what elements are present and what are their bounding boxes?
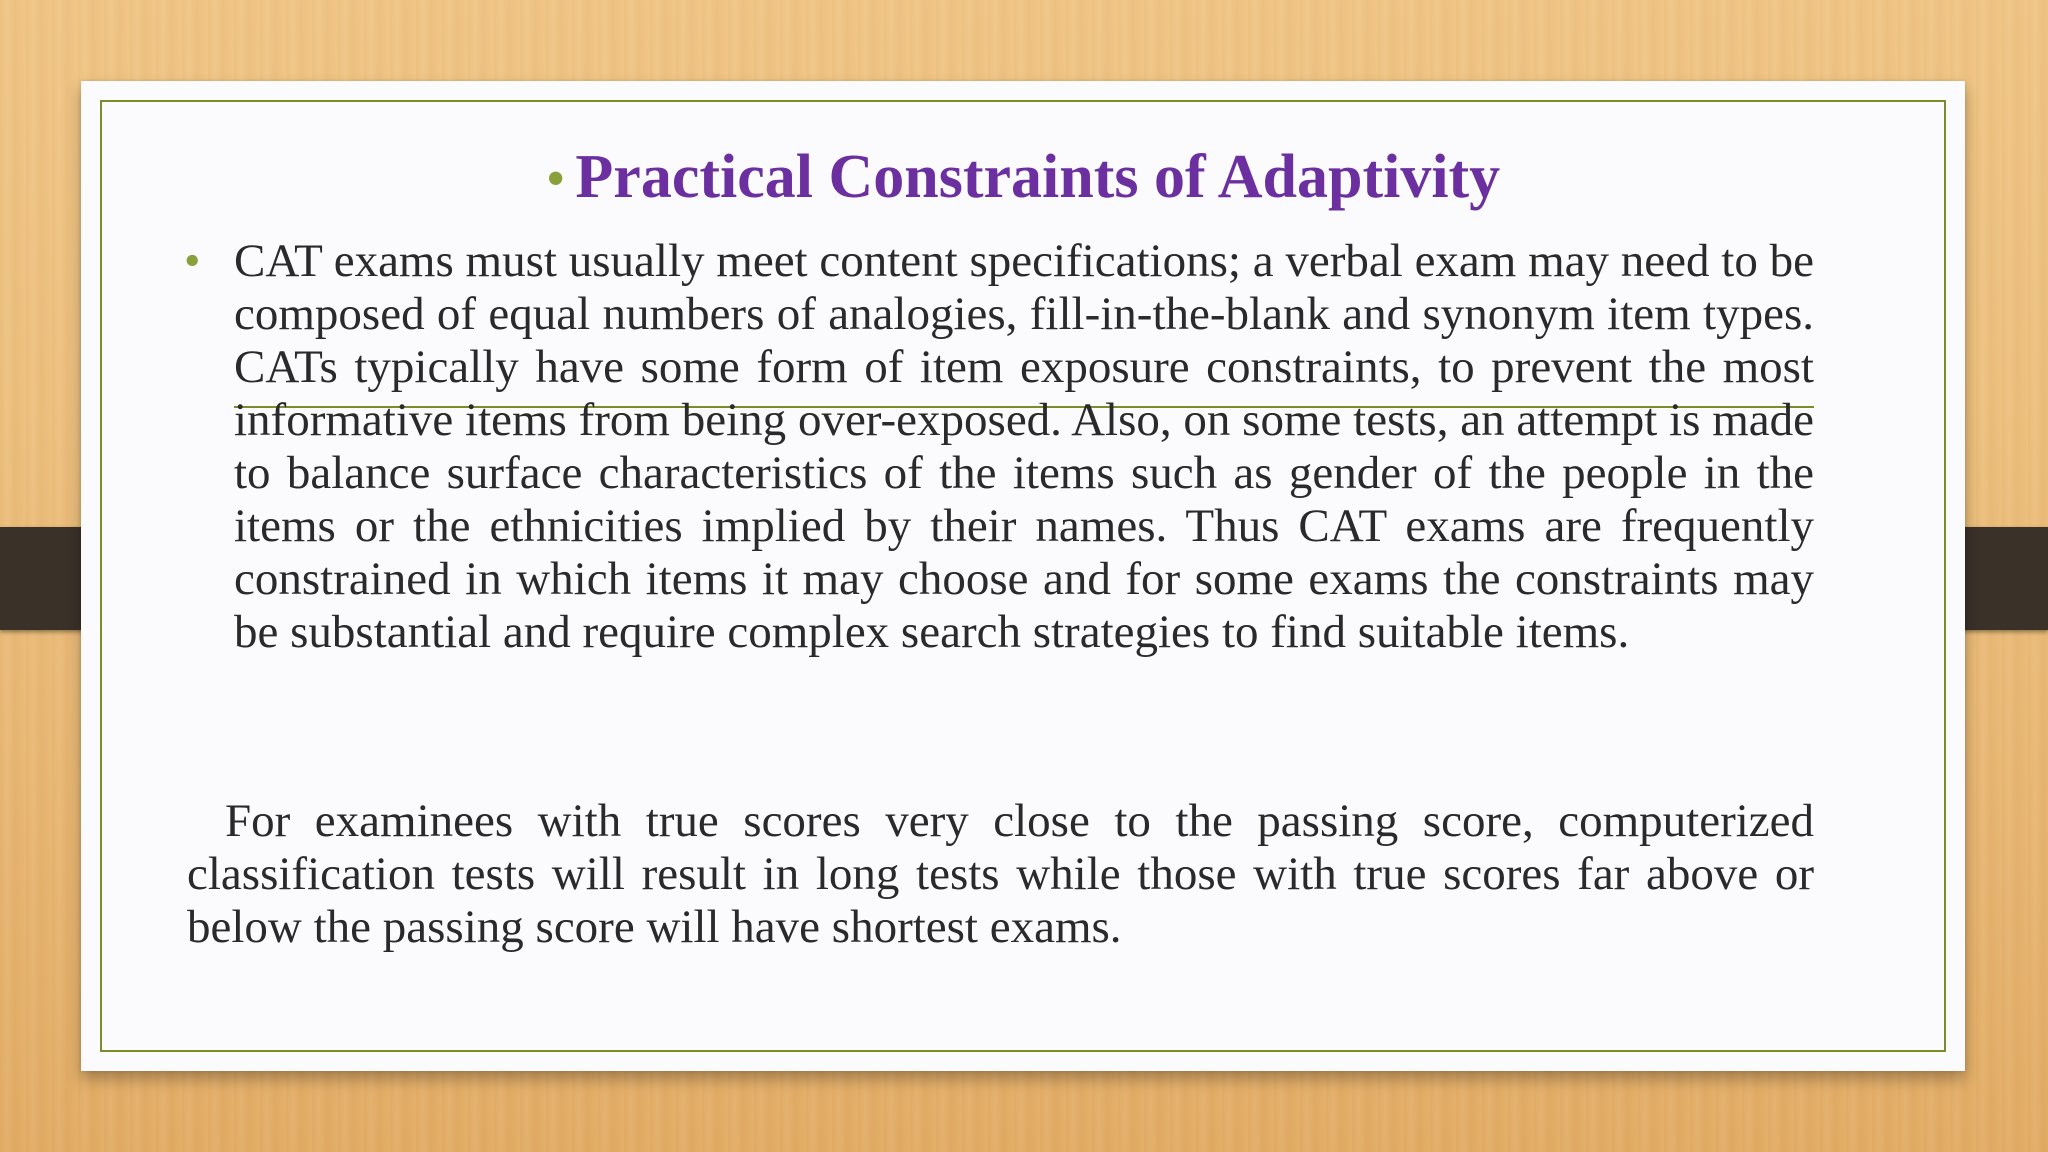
- bullet-paragraph: [184, 235, 1814, 659]
- paragraph-bullet: •: [184, 235, 201, 287]
- title-bullet: •: [545, 148, 566, 210]
- closing-paragraph: For examinees with true scores very close to the passing score, computerized classification tests will result in long tests while those with true scores far above or below the passing score will have shortest exams.: [187, 795, 1814, 953]
- paragraph1-text: CAT exams must usually meet content specifications; a verbal exam may need to be composed of equal numbers of analogies, fill-in-the-blank and synonym item types. CATs typically have some form of item exposure constraints, to prevent the most informative items from being over-exposed. Also, on some tests, an attempt is made to balance surface characteristics of the items such as gender of the people in the items or the ethnicities implied by their names. Thus CAT exams are frequently constrained in which items it may choose and for some exams the constraints may be substantial and require complex search strategies to find suitable items.: [234, 235, 1814, 658]
- slide-title: [81, 137, 1965, 219]
- slide-canvas: [81, 81, 1965, 1071]
- slide-title-text: Practical Constraints of Adaptivity: [575, 143, 1501, 211]
